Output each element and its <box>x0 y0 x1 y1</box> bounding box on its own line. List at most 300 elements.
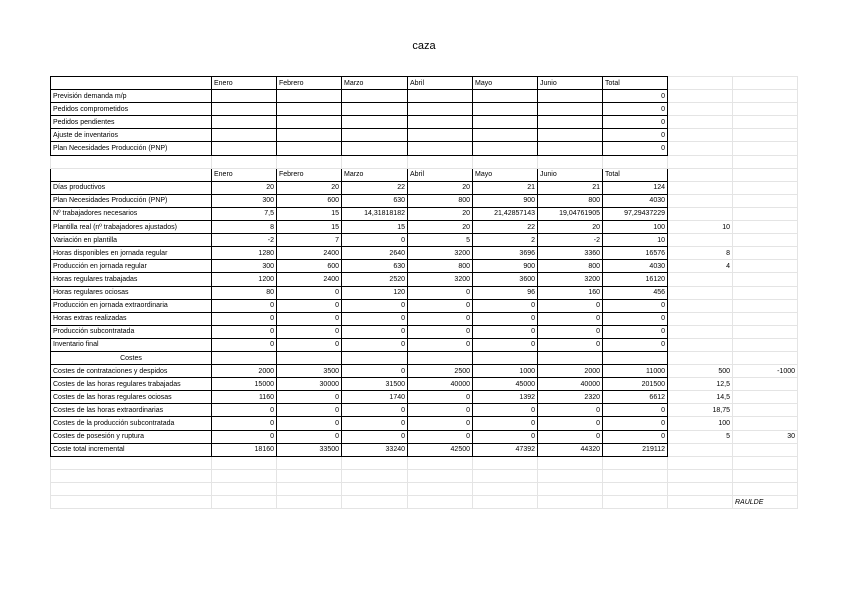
table-row <box>51 155 798 168</box>
empty-cell <box>277 155 342 168</box>
empty-cell <box>51 155 212 168</box>
month-header: Junio <box>538 77 603 90</box>
table-row <box>51 234 798 247</box>
value-cell: 0 <box>473 417 538 430</box>
value-cell: 4030 <box>603 194 668 207</box>
value-cell: 800 <box>538 260 603 273</box>
value-cell: 3200 <box>538 273 603 286</box>
empty-cell <box>342 103 408 116</box>
value-cell: 8 <box>212 221 277 234</box>
row-label: Coste total incremental <box>51 443 212 456</box>
table-row <box>51 365 798 378</box>
empty-cell <box>408 469 473 482</box>
parameter-cell <box>733 234 798 247</box>
value-cell: 1160 <box>212 391 277 404</box>
value-cell: 0 <box>212 299 277 312</box>
parameter-cell: 8 <box>668 247 733 260</box>
table-row <box>51 299 798 312</box>
empty-cell <box>408 496 473 509</box>
parameter-cell <box>733 391 798 404</box>
value-cell: 0 <box>473 325 538 338</box>
table-row <box>51 260 798 273</box>
empty-cell <box>277 129 342 142</box>
value-cell: 40000 <box>408 378 473 391</box>
empty-cell <box>277 116 342 129</box>
empty-cell <box>538 142 603 155</box>
row-label: Inventario final <box>51 338 212 351</box>
empty-cell <box>733 142 798 155</box>
empty-cell <box>733 168 798 181</box>
parameter-cell <box>733 417 798 430</box>
table-row <box>51 247 798 260</box>
value-cell: 0 <box>342 338 408 351</box>
value-cell: 124 <box>603 181 668 194</box>
value-cell: 0 <box>603 299 668 312</box>
value-cell: 15 <box>277 221 342 234</box>
value-cell: 14,31818182 <box>342 207 408 220</box>
empty-cell <box>473 482 538 495</box>
row-label: Costes de las horas regulares ociosas <box>51 391 212 404</box>
value-cell: 10 <box>603 234 668 247</box>
empty-cell <box>668 469 733 482</box>
row-label: Horas regulares trabajadas <box>51 273 212 286</box>
empty-cell <box>668 456 733 469</box>
month-header: Mayo <box>473 77 538 90</box>
table-row <box>51 142 798 155</box>
row-label: Previsión demanda m/p <box>51 90 212 103</box>
empty-cell <box>538 103 603 116</box>
parameter-cell <box>733 207 798 220</box>
row-label: Producción subcontratada <box>51 325 212 338</box>
table-row <box>51 391 798 404</box>
empty-cell <box>538 496 603 509</box>
value-cell: 6612 <box>603 391 668 404</box>
parameter-cell <box>733 299 798 312</box>
empty-cell <box>277 142 342 155</box>
value-cell: 0 <box>538 325 603 338</box>
empty-cell <box>668 351 733 364</box>
value-cell: 0 <box>342 430 408 443</box>
value-cell: 0 <box>212 338 277 351</box>
month-header: Total <box>603 168 668 181</box>
empty-cell <box>473 90 538 103</box>
row-label: Costes de posesión y ruptura <box>51 430 212 443</box>
row-label: Producción en jornada regular <box>51 260 212 273</box>
value-cell: 0 <box>603 404 668 417</box>
empty-cell <box>51 469 212 482</box>
empty-cell <box>668 90 733 103</box>
parameter-cell: 14,5 <box>668 391 733 404</box>
value-cell: 42500 <box>408 443 473 456</box>
value-cell: 0 <box>277 312 342 325</box>
parameter-cell <box>733 286 798 299</box>
empty-cell <box>668 142 733 155</box>
month-header: Enero <box>212 77 277 90</box>
parameter-cell <box>733 247 798 260</box>
value-cell: 20 <box>538 221 603 234</box>
empty-cell <box>733 116 798 129</box>
corner-cell <box>51 77 212 90</box>
empty-cell <box>668 129 733 142</box>
value-cell: 20 <box>408 221 473 234</box>
empty-cell <box>342 90 408 103</box>
value-cell: 0 <box>342 417 408 430</box>
empty-cell <box>342 456 408 469</box>
empty-cell <box>733 469 798 482</box>
parameter-cell: 5 <box>668 430 733 443</box>
empty-cell <box>408 90 473 103</box>
empty-cell <box>212 496 277 509</box>
parameter-cell: 18,75 <box>668 404 733 417</box>
empty-cell <box>342 496 408 509</box>
table-row <box>51 496 798 509</box>
value-cell: 630 <box>342 260 408 273</box>
table-row <box>51 168 798 181</box>
value-cell: 0 <box>277 338 342 351</box>
parameter-cell <box>668 299 733 312</box>
row-label: Costes de la producción subcontratada <box>51 417 212 430</box>
empty-cell <box>212 116 277 129</box>
parameter-cell: -1000 <box>733 365 798 378</box>
value-cell: 0 <box>473 299 538 312</box>
value-cell: 100 <box>603 221 668 234</box>
value-cell: 96 <box>473 286 538 299</box>
value-cell: 2320 <box>538 391 603 404</box>
value-cell: 900 <box>473 194 538 207</box>
value-cell: 1280 <box>212 247 277 260</box>
empty-cell <box>408 142 473 155</box>
empty-cell <box>212 456 277 469</box>
value-cell: 33240 <box>342 443 408 456</box>
row-label: Horas extras realizadas <box>51 312 212 325</box>
value-cell: 80 <box>212 286 277 299</box>
value-cell: 18160 <box>212 443 277 456</box>
empty-cell <box>538 155 603 168</box>
empty-cell <box>277 456 342 469</box>
empty-cell <box>473 469 538 482</box>
parameter-cell: 100 <box>668 417 733 430</box>
empty-cell <box>212 129 277 142</box>
value-cell: 0 <box>408 338 473 351</box>
empty-cell <box>408 482 473 495</box>
empty-cell <box>733 482 798 495</box>
value-cell: 0 <box>538 299 603 312</box>
value-cell: 21 <box>538 181 603 194</box>
total-cell: 0 <box>603 116 668 129</box>
value-cell: 2400 <box>277 247 342 260</box>
row-label: Producción en jornada extraordinaria <box>51 299 212 312</box>
parameter-cell <box>733 221 798 234</box>
value-cell: 2 <box>473 234 538 247</box>
parameter-cell <box>668 234 733 247</box>
table-row <box>51 103 798 116</box>
empty-cell <box>733 456 798 469</box>
empty-cell <box>212 90 277 103</box>
value-cell: 0 <box>277 325 342 338</box>
value-cell: 900 <box>473 260 538 273</box>
value-cell: 44320 <box>538 443 603 456</box>
value-cell: 0 <box>538 312 603 325</box>
empty-cell <box>51 496 212 509</box>
table-row <box>51 443 798 456</box>
value-cell: 3600 <box>473 273 538 286</box>
empty-cell <box>668 77 733 90</box>
value-cell: 2000 <box>538 365 603 378</box>
value-cell: 45000 <box>473 378 538 391</box>
empty-cell <box>473 116 538 129</box>
table-row <box>51 286 798 299</box>
value-cell: 97,29437229 <box>603 207 668 220</box>
value-cell: 2000 <box>212 365 277 378</box>
row-label: Plan Necesidades Producción (PNP) <box>51 142 212 155</box>
value-cell: 21 <box>473 181 538 194</box>
parameter-cell <box>668 181 733 194</box>
value-cell: 219112 <box>603 443 668 456</box>
value-cell: 201500 <box>603 378 668 391</box>
empty-cell <box>342 482 408 495</box>
total-cell: 0 <box>603 142 668 155</box>
parameter-cell <box>668 207 733 220</box>
value-cell: 22 <box>473 221 538 234</box>
empty-cell <box>538 90 603 103</box>
empty-cell <box>668 482 733 495</box>
value-cell: 20 <box>408 181 473 194</box>
table-row <box>51 325 798 338</box>
parameter-cell: 10 <box>668 221 733 234</box>
value-cell: 20 <box>277 181 342 194</box>
total-cell: 0 <box>603 90 668 103</box>
value-cell: 0 <box>408 417 473 430</box>
empty-cell <box>342 155 408 168</box>
value-cell: 31500 <box>342 378 408 391</box>
value-cell: 0 <box>277 286 342 299</box>
empty-cell <box>603 469 668 482</box>
empty-cell <box>342 469 408 482</box>
empty-cell <box>473 496 538 509</box>
value-cell: 1000 <box>473 365 538 378</box>
value-cell: 800 <box>408 194 473 207</box>
empty-cell <box>473 456 538 469</box>
value-cell: 0 <box>603 430 668 443</box>
value-cell: 0 <box>473 404 538 417</box>
empty-cell <box>668 103 733 116</box>
month-header: Total <box>603 77 668 90</box>
empty-cell <box>212 103 277 116</box>
empty-cell <box>538 129 603 142</box>
empty-cell <box>408 103 473 116</box>
row-label: Costes de contrataciones y despidos <box>51 365 212 378</box>
empty-cell <box>277 351 342 364</box>
spreadsheet-grid <box>50 76 798 509</box>
value-cell: -2 <box>538 234 603 247</box>
row-label: Horas regulares ociosas <box>51 286 212 299</box>
parameter-cell <box>733 404 798 417</box>
empty-cell <box>212 469 277 482</box>
value-cell: 15000 <box>212 378 277 391</box>
table-row <box>51 90 798 103</box>
month-header: Enero <box>212 168 277 181</box>
empty-cell <box>408 116 473 129</box>
empty-cell <box>733 155 798 168</box>
value-cell: 0 <box>408 391 473 404</box>
value-cell: 0 <box>408 299 473 312</box>
empty-cell <box>277 496 342 509</box>
value-cell: 15 <box>342 221 408 234</box>
month-header: Abril <box>408 77 473 90</box>
table-row <box>51 338 798 351</box>
empty-cell <box>473 142 538 155</box>
empty-cell <box>51 456 212 469</box>
table-row <box>51 207 798 220</box>
value-cell: 0 <box>408 430 473 443</box>
table-row <box>51 378 798 391</box>
value-cell: 0 <box>408 286 473 299</box>
value-cell: 1392 <box>473 391 538 404</box>
value-cell: 7,5 <box>212 207 277 220</box>
empty-cell <box>668 168 733 181</box>
empty-cell <box>603 482 668 495</box>
empty-cell <box>408 155 473 168</box>
value-cell: 0 <box>473 338 538 351</box>
empty-cell <box>277 469 342 482</box>
value-cell: 2640 <box>342 247 408 260</box>
value-cell: 0 <box>342 325 408 338</box>
value-cell: 0 <box>277 299 342 312</box>
parameter-cell <box>733 312 798 325</box>
value-cell: 0 <box>212 430 277 443</box>
value-cell: 3200 <box>408 273 473 286</box>
value-cell: 1200 <box>212 273 277 286</box>
value-cell: 3500 <box>277 365 342 378</box>
parameter-cell <box>733 338 798 351</box>
total-cell: 0 <box>603 129 668 142</box>
parameter-cell <box>668 194 733 207</box>
parameter-cell <box>668 273 733 286</box>
value-cell: 4030 <box>603 260 668 273</box>
month-header: Febrero <box>277 168 342 181</box>
value-cell: 0 <box>603 417 668 430</box>
value-cell: 20 <box>212 181 277 194</box>
value-cell: 15 <box>277 207 342 220</box>
value-cell: 0 <box>212 404 277 417</box>
table-row <box>51 482 798 495</box>
value-cell: 16576 <box>603 247 668 260</box>
table-row <box>51 77 798 90</box>
parameter-cell: 500 <box>668 365 733 378</box>
empty-cell <box>733 103 798 116</box>
value-cell: 600 <box>277 260 342 273</box>
value-cell: 0 <box>408 325 473 338</box>
value-cell: 0 <box>212 312 277 325</box>
empty-cell <box>733 129 798 142</box>
parameter-cell: 30 <box>733 430 798 443</box>
value-cell: 120 <box>342 286 408 299</box>
row-label: Pedidos pendientes <box>51 116 212 129</box>
month-header: Mayo <box>473 168 538 181</box>
value-cell: 20 <box>408 207 473 220</box>
costs-heading: Costes <box>51 351 212 364</box>
month-header: Abril <box>408 168 473 181</box>
value-cell: 0 <box>277 430 342 443</box>
table-row <box>51 469 798 482</box>
value-cell: 33500 <box>277 443 342 456</box>
empty-cell <box>342 351 408 364</box>
parameter-cell <box>668 338 733 351</box>
empty-cell <box>277 103 342 116</box>
value-cell: 22 <box>342 181 408 194</box>
value-cell: 0 <box>212 325 277 338</box>
value-cell: 7 <box>277 234 342 247</box>
parameter-cell <box>668 286 733 299</box>
empty-cell <box>538 456 603 469</box>
empty-cell <box>473 351 538 364</box>
table-row <box>51 351 798 364</box>
value-cell: 5 <box>408 234 473 247</box>
row-label: Nº trabajadores necesarios <box>51 207 212 220</box>
value-cell: 0 <box>277 404 342 417</box>
parameter-cell: 4 <box>668 260 733 273</box>
empty-cell <box>603 456 668 469</box>
value-cell: 0 <box>538 417 603 430</box>
value-cell: 3696 <box>473 247 538 260</box>
empty-cell <box>538 351 603 364</box>
table-row <box>51 116 798 129</box>
month-header: Marzo <box>342 168 408 181</box>
empty-cell <box>733 90 798 103</box>
empty-cell <box>342 129 408 142</box>
value-cell: 0 <box>538 338 603 351</box>
row-label: Horas disponibles en jornada regular <box>51 247 212 260</box>
value-cell: 0 <box>473 312 538 325</box>
table-row <box>51 181 798 194</box>
table-row <box>51 273 798 286</box>
table-row <box>51 221 798 234</box>
empty-cell <box>733 351 798 364</box>
empty-cell <box>538 116 603 129</box>
value-cell: 0 <box>603 338 668 351</box>
table-row <box>51 194 798 207</box>
value-cell: 0 <box>212 417 277 430</box>
empty-cell <box>538 482 603 495</box>
value-cell: 0 <box>342 234 408 247</box>
value-cell: 0 <box>538 404 603 417</box>
empty-cell <box>212 155 277 168</box>
value-cell: 0 <box>473 430 538 443</box>
parameter-cell <box>733 378 798 391</box>
value-cell: 21,42857143 <box>473 207 538 220</box>
empty-cell <box>212 351 277 364</box>
row-label: Variación en plantilla <box>51 234 212 247</box>
value-cell: 800 <box>408 260 473 273</box>
empty-cell <box>603 155 668 168</box>
empty-cell <box>342 116 408 129</box>
empty-cell <box>668 155 733 168</box>
parameter-cell <box>733 260 798 273</box>
empty-cell <box>603 351 668 364</box>
value-cell: 600 <box>277 194 342 207</box>
value-cell: 19,04761905 <box>538 207 603 220</box>
value-cell: 0 <box>277 391 342 404</box>
value-cell: 300 <box>212 194 277 207</box>
parameter-cell <box>733 325 798 338</box>
empty-cell <box>733 77 798 90</box>
value-cell: 0 <box>603 312 668 325</box>
row-label: Costes de las horas regulares trabajadas <box>51 378 212 391</box>
empty-cell <box>668 116 733 129</box>
value-cell: 0 <box>408 404 473 417</box>
row-label: Días productivos <box>51 181 212 194</box>
empty-cell <box>342 142 408 155</box>
